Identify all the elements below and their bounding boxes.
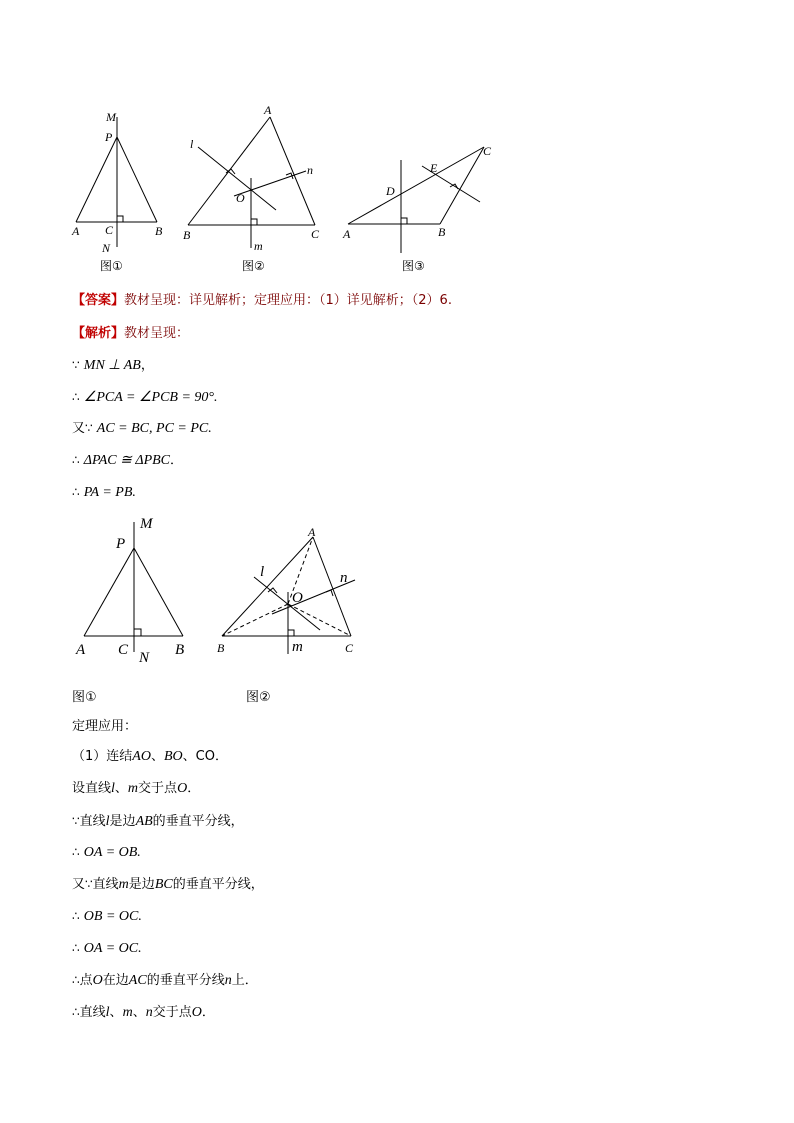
fig1-label-b: B xyxy=(155,224,163,238)
fig2m-label-c: C xyxy=(345,641,354,655)
fig2m-dashed-co xyxy=(288,604,351,636)
analysis-tag: 【解析】 xyxy=(72,326,125,341)
theorem-line-7: ∴ OA = OC. xyxy=(72,941,142,956)
fig1-mid-caption: 图① xyxy=(72,690,97,705)
fig2-label-n: n xyxy=(307,163,313,177)
theorem-line-9: ∴直线l、m、n交于点O． xyxy=(72,1005,215,1020)
theorem-line-3: ∵直线l是边AB的垂直平分线， xyxy=(72,814,244,829)
fig3-side-bc xyxy=(440,147,484,224)
fig3-label-b: B xyxy=(438,225,446,239)
fig2-mid-caption: 图② xyxy=(246,690,271,705)
fig3-top-caption: 图③ xyxy=(402,259,425,273)
fig2m-label-n: n xyxy=(340,570,348,586)
analysis-text: 教材呈现： xyxy=(124,326,190,341)
fig1-label-a: A xyxy=(72,224,80,238)
theorem-line-2: 设直线l、m交于点O． xyxy=(72,781,201,796)
fig2m-dashed-bo xyxy=(222,604,288,636)
fig2m-side-ac xyxy=(313,537,351,636)
fig2m-side-ab xyxy=(222,537,313,636)
fig2-label-m: m xyxy=(254,239,263,253)
fig3-right-angle-bc xyxy=(450,184,458,189)
fig3-label-d: D xyxy=(386,184,395,198)
fig2-top-caption: 图② xyxy=(242,259,265,273)
proof1-line-3: 又∵ AC = BC, PC = PC. xyxy=(72,421,212,436)
fig1m-label-b: B xyxy=(175,642,185,658)
figure-1-mid-svg xyxy=(70,512,195,667)
fig1-label-c: C xyxy=(105,223,114,237)
figure-2-top xyxy=(178,100,328,255)
figure-1-top xyxy=(60,105,180,255)
theorem-line-6: ∴ OB = OC. xyxy=(72,909,142,924)
fig3-label-a: A xyxy=(343,227,351,241)
fig1-side-pa xyxy=(76,137,117,222)
fig2m-right-angle-n xyxy=(326,590,333,596)
figure-2-mid-svg xyxy=(212,522,367,667)
fig1m-label-m: M xyxy=(140,516,153,532)
answer-line xyxy=(72,292,452,310)
fig1m-label-p: P xyxy=(116,536,126,552)
fig2m-label-a: A xyxy=(308,525,316,539)
figure-3-top-svg xyxy=(338,140,498,255)
fig1-top-caption: 图① xyxy=(100,259,123,273)
fig2-label-b: B xyxy=(183,228,191,242)
fig3-label-c: C xyxy=(483,144,492,158)
fig3-right-angle-ab xyxy=(401,218,407,224)
fig1m-right-angle-mark xyxy=(134,629,141,636)
fig1-label-m: M xyxy=(106,110,116,124)
fig3-label-e: E xyxy=(430,161,438,175)
answer-tag: 【答案】 xyxy=(72,293,125,308)
analysis-line xyxy=(72,325,189,343)
fig3-side-ac xyxy=(348,147,484,224)
fig2-line-n xyxy=(234,171,306,196)
figure-1-top-svg xyxy=(60,105,180,255)
fig1m-label-c: C xyxy=(118,642,129,658)
theorem-line-4: ∴ OA = OB. xyxy=(72,845,141,860)
fig2m-label-m: m xyxy=(292,639,303,655)
fig1-label-p: P xyxy=(105,130,113,144)
fig2m-label-b: B xyxy=(217,641,225,655)
fig1-label-n: N xyxy=(102,241,111,255)
theorem-line-8: ∴点O在边AC的垂直平分线n上． xyxy=(72,973,258,988)
theorem-line-1: （1）连结AO、BO、CO． xyxy=(72,749,228,764)
fig2-label-l: l xyxy=(190,137,194,151)
fig1m-side-pa xyxy=(84,548,134,636)
fig2-label-o: O xyxy=(236,191,245,205)
fig1m-label-n: N xyxy=(139,650,150,666)
proof1-line-4: ∴ ΔPAC ≅ ΔPBC． xyxy=(72,453,184,468)
fig1-side-pb xyxy=(117,137,157,222)
fig1m-side-pb xyxy=(134,548,183,636)
fig2-right-angle-m xyxy=(251,219,257,225)
fig2m-label-l: l xyxy=(260,564,265,580)
figure-1-mid xyxy=(70,512,195,667)
proof1-line-1: ∵ MN ⊥ AB， xyxy=(72,358,154,373)
fig1-right-angle-mark xyxy=(117,216,123,222)
fig2m-line-l xyxy=(254,577,320,630)
proof1-line-2: ∴ ∠PCA = ∠PCB = 90°. xyxy=(72,390,218,405)
proof1-line-5: ∴ PA = PB. xyxy=(72,485,136,500)
fig2-label-a: A xyxy=(264,103,272,117)
fig2m-right-angle-m xyxy=(288,630,294,636)
theorem-heading: 定理应用： xyxy=(72,719,138,734)
figure-2-mid xyxy=(212,522,367,667)
figure-2-top-svg xyxy=(178,100,328,255)
theorem-line-5: 又∵直线m是边BC的垂直平分线， xyxy=(72,877,264,892)
fig1m-label-a: A xyxy=(76,642,86,658)
fig2-label-c: C xyxy=(311,227,320,241)
fig2m-label-o: O xyxy=(292,590,303,606)
figure-3-top xyxy=(338,140,498,255)
answer-text: 教材呈现：详见解析；定理应用：（1）详见解析；（2）6. xyxy=(124,293,452,308)
